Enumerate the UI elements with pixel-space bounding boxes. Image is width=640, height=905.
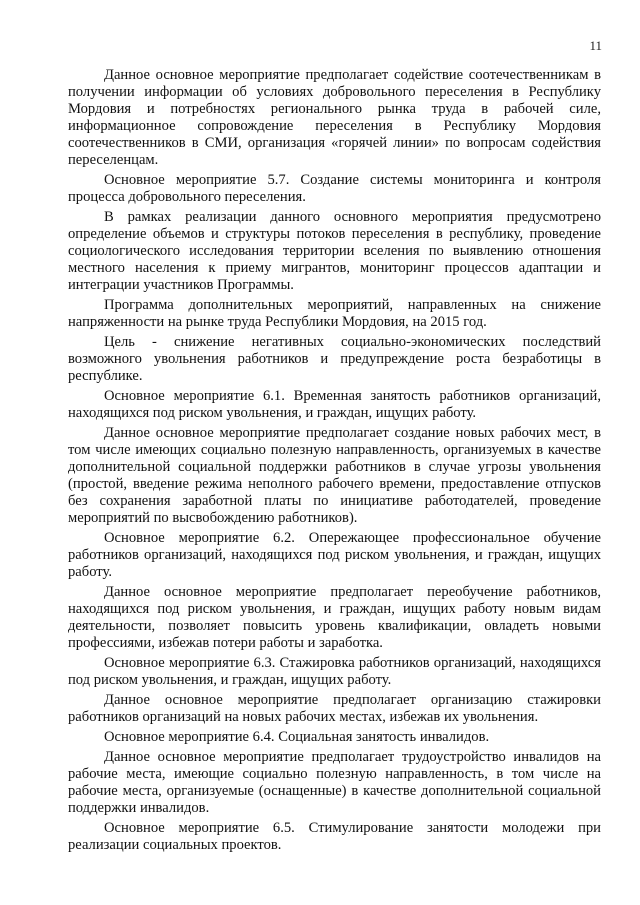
document-body (68, 67, 601, 857)
paragraph: Цель - снижение негативных социально-экономических последствий возможного увольнения работников и предупреждение роста безработицы в республике. (68, 334, 601, 384)
paragraph: Основное мероприятие 6.2. Опережающее профессиональное обучение работников организаций, находящихся под риском увольнения, и граждан, ищущих работу. (68, 530, 601, 580)
paragraph: Данное основное мероприятие предполагает организацию стажировки работников организаций на новых рабочих местах, избежав их увольнения. (68, 692, 601, 725)
paragraph: Данное основное мероприятие предполагает переобучение работников, находящихся под риском увольнения, и граждан, ищущих работу новым видам деятельности, позволяет повысить уровень квалификации, овладеть новыми профессиями, избежав потери работы и заработка. (68, 584, 601, 651)
paragraph: В рамках реализации данного основного мероприятия предусмотрено определение объемов и структуры потоков переселения в республику, проведение социологического исследования территории вселения по выявлению отношения местного населения к приему мигрантов, мониторинг процессов адаптации и интеграции участников Программы. (68, 209, 601, 293)
paragraph: Программа дополнительных мероприятий, направленных на снижение напряженности на рынке труда Республики Мордовия, на 2015 год. (68, 297, 601, 330)
paragraph: Данное основное мероприятие предполагает трудоустройство инвалидов на рабочие места, имеющие социально полезную направленность, в том числе на рабочие места, организуемые (оснащенные) в качестве дополнительной социальной поддержки инвалидов. (68, 749, 601, 816)
paragraph: Данное основное мероприятие предполагает содействие соотечественникам в получении информации об условиях добровольного переселения в Республику Мордовия и потребностях регионального рынка труда в рабочей силе, информационное сопровождение переселения в Республику Мордовия соотечественников в СМИ, организация «горячей линии» по вопросам содействия переселенцам. (68, 67, 601, 168)
paragraph: Основное мероприятие 6.4. Социальная занятость инвалидов. (104, 729, 490, 745)
paragraph: Данное основное мероприятие предполагает создание новых рабочих мест, в том числе имеющих социально полезную направленность, организуемых в качестве дополнительной социальной поддержки работников в случае угрозы увольнения (простой, введение режима неполного рабочего времени, предоставление отпусков без сохранения заработной платы по инициативе работодателей, проведение мероприятий по высвобождению работников). (68, 425, 601, 526)
paragraph: Основное мероприятие 6.1. Временная занятость работников организаций, находящихся под риском увольнения, и граждан, ищущих работу. (68, 388, 601, 421)
paragraph: Основное мероприятие 6.5. Стимулирование занятости молодежи при реализации социальных проектов. (68, 820, 601, 853)
paragraph: Основное мероприятие 6.3. Стажировка работников организаций, находящихся под риском увольнения, и граждан, ищущих работу. (68, 655, 601, 688)
paragraph: Основное мероприятие 5.7. Создание системы мониторинга и контроля процесса добровольного переселения. (68, 172, 601, 205)
page-number: 11 (589, 38, 602, 53)
